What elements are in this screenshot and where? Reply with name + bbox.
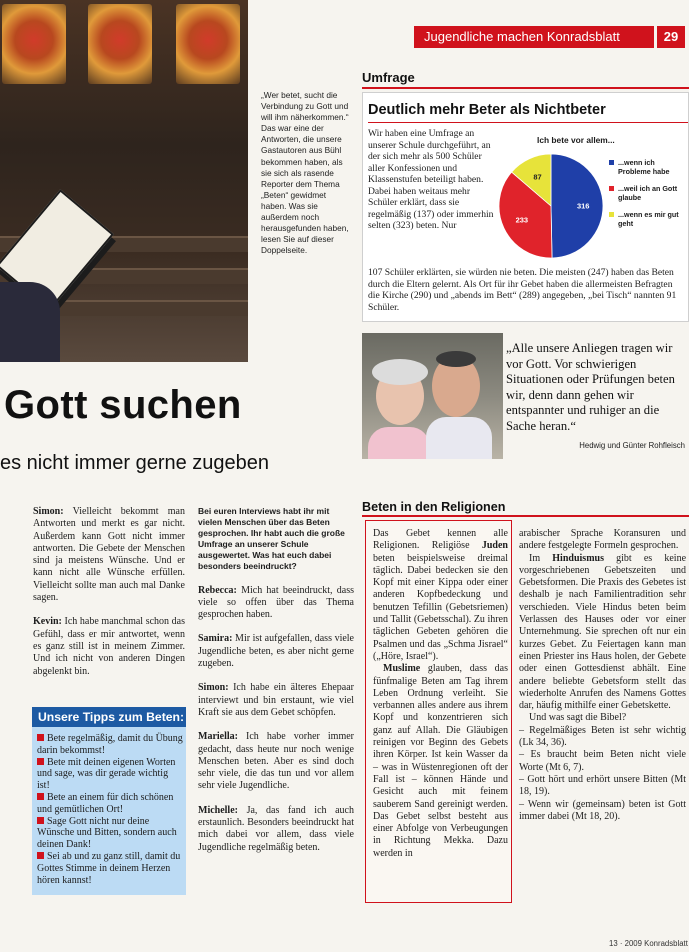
photo-church-book	[0, 0, 248, 362]
bullet-icon	[37, 817, 44, 824]
chart-legend	[609, 158, 689, 236]
interview-paragraph	[33, 506, 185, 604]
interview-paragraph: Mariella: Ich habe vorher immer gedacht, dass heute nur noch wenige Menschen beten. Aber es sind doch sehr viele, die das tun und vor allem sehr viele Jugendliche.	[198, 731, 354, 792]
main-heading: Gott suchen	[4, 383, 242, 427]
legend-label: ...wenn es mir gut geht	[618, 210, 679, 228]
bullet-icon	[37, 758, 44, 765]
legend-label: ...weil ich an Gott glaube	[618, 184, 678, 202]
pie-slice-label: 233	[515, 215, 529, 225]
interview-paragraph: Michelle: Ja, das fand ich auch erstaunlich. Besonders beeindruckt hat mich dabei vor allem, dass viele Jugendliche regelmäßig beten.	[198, 804, 354, 853]
photo-caption: „Wer betet, sucht die Verbindung zu Gott und will ihm näherkommen.“ Das war eine der Antworten, die unsere Gastautoren aus Bühl bekommen haben, als sie sich als rasende Reporter dem Thema „Beten“ gewidmet haben. Was sie außerdem noch herausgefunden haben, lesen Sie auf dieser Doppelseite.	[261, 90, 349, 256]
legend-entry	[609, 184, 689, 202]
legend-swatch	[609, 160, 614, 165]
section-umfrage: Umfrage	[362, 70, 415, 85]
interview-paragraph: Simon: Ich habe ein älteres Ehepaar interviewt und bin erstaunt, wie viel Kraft sie aus dem Gebet schöpfen.	[198, 682, 354, 718]
interview-paragraph	[33, 616, 185, 677]
footer: 13 · 2009 Konradsblatt	[609, 939, 688, 948]
interview-question: Bei euren Interviews habt ihr mit vielen Menschen über das Beten gesprochen. Ihr habt auch die große Umfrage an unserer Schule ausgewertet. Was hat euch dabei besonders beeindruckt?	[198, 506, 345, 572]
tip-item: Bete mit deinen eigenen Worten und sage, was dir gerade wichtig ist!	[37, 756, 176, 792]
pie-slice-label: 316	[576, 201, 590, 211]
religions-column-1: Das Gebet kennen alle Religionen. Religiöse Juden beten beispielsweise dreimal täglich. Dabei bedecken sie den Kopf mit einer Kippa oder einer anderen Kopfbedeckung und benutzen Tefillin (Gebetsriemen) und Tallit (Gebetsschal). Zu ihren täglichen Gebeten gehören die Psalmen und das „Schma Jisrael“ („Höre, Israel“). Muslime glauben, dass das fünfmalige Beten am Tag ihrem Leben Ordnung verleiht. Sie verbannen alles andere aus ihrem Kopf und konzentrieren sich ganz auf Allah. Die Gläubigen reinigen vor Beginn des Gebets ihren Körper. Ist kein Wasser da – was in Wüstenregionen oft der Fall ist – können Hände und Gesicht auch mit feinem sauberem Sand gereinigt werden. Das Gebet selbst besteht aus einer Abfolge von Verbeugungen in Richtung Mekka. Dazu werden in	[373, 528, 508, 859]
header-title: Jugendliche machen Konradsblatt	[414, 26, 654, 48]
speaker-name: Michelle:	[198, 804, 238, 816]
bullet-icon	[37, 734, 44, 741]
legend-swatch	[609, 186, 614, 191]
divider	[362, 515, 689, 517]
tip-item: Bete regelmäßig, damit du Übung darin bekommst!	[37, 733, 183, 756]
speaker-name: Simon:	[33, 506, 64, 517]
divider	[368, 122, 688, 123]
speaker-text: Vielleicht bekommt man Antworten und merkt es gar nicht. Außerdem kann Gott nicht immer antworten. Die Gebete der Menschen sind ja meistens Wünsche. Und er kann nicht alle Wünsche erfüllen. Vielleicht sollte man auch mal Danke sagen.	[33, 506, 185, 604]
photo-couple	[362, 333, 503, 459]
speaker-text: Ich habe manchmal schon das Gefühl, dass er mir antwortet, wenn es ganz still ist in meinem Zimmer. Und ich nicht von anderen Dingen abgelenkt bin.	[33, 616, 185, 677]
tip-item: Sei ab und zu ganz still, damit du Gottes Stimme in deinem Herzen hören kannst!	[37, 850, 181, 886]
interview-column-2	[198, 506, 354, 866]
sub-heading: es nicht immer gerne zugeben	[0, 452, 270, 474]
speaker-name: Rebecca:	[198, 584, 237, 596]
speaker-name: Samira:	[198, 633, 233, 645]
page-number: 29	[657, 26, 685, 48]
tip-item: Sage Gott nicht nur deine Wünsche und Bitten, sondern auch deinen Dank!	[37, 815, 177, 851]
legend-entry	[609, 158, 689, 176]
stained-window	[2, 4, 66, 84]
quote-signature: Hedwig und Günter Rohfleisch	[579, 441, 685, 450]
pie-slice-label: 87	[533, 172, 542, 182]
legend-label: ...wenn ich Probleme habe	[618, 158, 670, 176]
bullet-icon	[37, 793, 44, 800]
stained-window	[176, 4, 240, 84]
pie-chart	[497, 152, 605, 260]
religions-column-2: arabischer Sprache Koransuren und andere festgelegte Formeln gesprochen. Im Hinduismus gibt es keine vorgeschriebenen Gebetszeiten und Gebetsformen. Die Praxis des Gebetes ist deshalb je nach Familientradition sehr verschieden. Viele Hindus beten beim Verlassen des Hauses oder vor einer Unternehmung. Sie sprechen oft nur ein kurzes Gebet. Zu Feiertagen kann man einen Priester ins Haus holen, der Gebete oder einen Gottesdienst abhält. Eine andere beliebte Gebetsform stellt das wiederholte Anrufen des Namens Gottes dar, häufig mithilfe einer Gebetskette. Und was sagt die Bibel? – Regelmäßiges Beten ist sehr wichtig (Lk 34, 36). – Es braucht beim Beten nicht viele Worte (Mt 6, 7). – Gott hört und erhört unsere Bitten (Mt 18, 19). – Wenn wir (gemeinsam) beten ist Gott immer dabei (Mt 18, 20).	[519, 528, 687, 822]
survey-text-continued: 107 Schüler erklärten, sie würden nie beten. Die meisten (247) haben das Beten durch die Eltern gelernt. Als Ort für ihr Gebet haben die allermeisten Befragten die Kirche (290) und „abends im Bett“ (289) angegeben, „bei Tisch“ nannten 91 Schüler.	[368, 267, 677, 313]
divider	[362, 87, 689, 89]
quote-text: „Alle unsere Anliegen tragen wir vor Gott. Vor schwierigen Situationen oder Prüfungen beten wir, denn dann gehen wir entspannter und ruhiger an die Sache heran.“	[506, 341, 675, 433]
speaker-name: Simon:	[198, 682, 229, 694]
interview-column-1	[33, 506, 185, 690]
legend-swatch	[609, 212, 614, 217]
legend-entry	[609, 210, 689, 228]
interview-paragraph: Samira: Mir ist aufgefallen, dass viele Jugendliche beten, es aber nicht gerne zugeben.	[198, 633, 354, 670]
chart-title: Ich bete vor allem...	[537, 135, 615, 145]
bible-item: – Wenn wir (gemeinsam) beten ist Gott immer dabei (Mt 18, 20).	[519, 798, 686, 822]
tips-list	[37, 733, 183, 886]
bible-item: – Regelmäßiges Beten ist sehr wichtig (Lk 34, 36).	[519, 724, 686, 749]
interview-paragraph: Rebecca: Mich hat beeindruckt, dass viele so offen über das Thema gesprochen haben.	[198, 584, 354, 621]
bible-item: – Gott hört und erhört unsere Bitten (Mt 18, 19).	[519, 773, 686, 798]
bible-item: – Es braucht beim Beten nicht viele Worte (Mt 6, 7).	[519, 749, 686, 773]
bullet-icon	[37, 852, 44, 859]
tips-title: Unsere Tipps zum Beten:	[32, 707, 186, 727]
clothing	[426, 417, 492, 459]
hair	[372, 359, 428, 385]
speaker-name: Mariella:	[198, 731, 238, 743]
tip-item: Bete an einem für dich schönen und gemütlichen Ort!	[37, 791, 174, 815]
bible-question: Und was sagt die Bibel?	[529, 712, 627, 724]
hand	[0, 282, 60, 362]
stained-window	[88, 4, 152, 84]
hair	[436, 351, 476, 367]
survey-title: Deutlich mehr Beter als Nichtbeter	[368, 102, 606, 118]
survey-text: Wir haben eine Umfrage an unserer Schule durchgeführt, an der sich mehr als 500 Schüler aller Konfessionen und Klassenstufen beteiligt haben. Dabei haben weitaus mehr Schüler erklärt, dass sie regelmäßig (137) oder immerhin selten (323) beten. Nur	[368, 128, 494, 231]
religions-title: Beten in den Religionen	[362, 500, 506, 514]
speaker-name: Kevin:	[33, 616, 62, 628]
clothing	[368, 427, 430, 459]
